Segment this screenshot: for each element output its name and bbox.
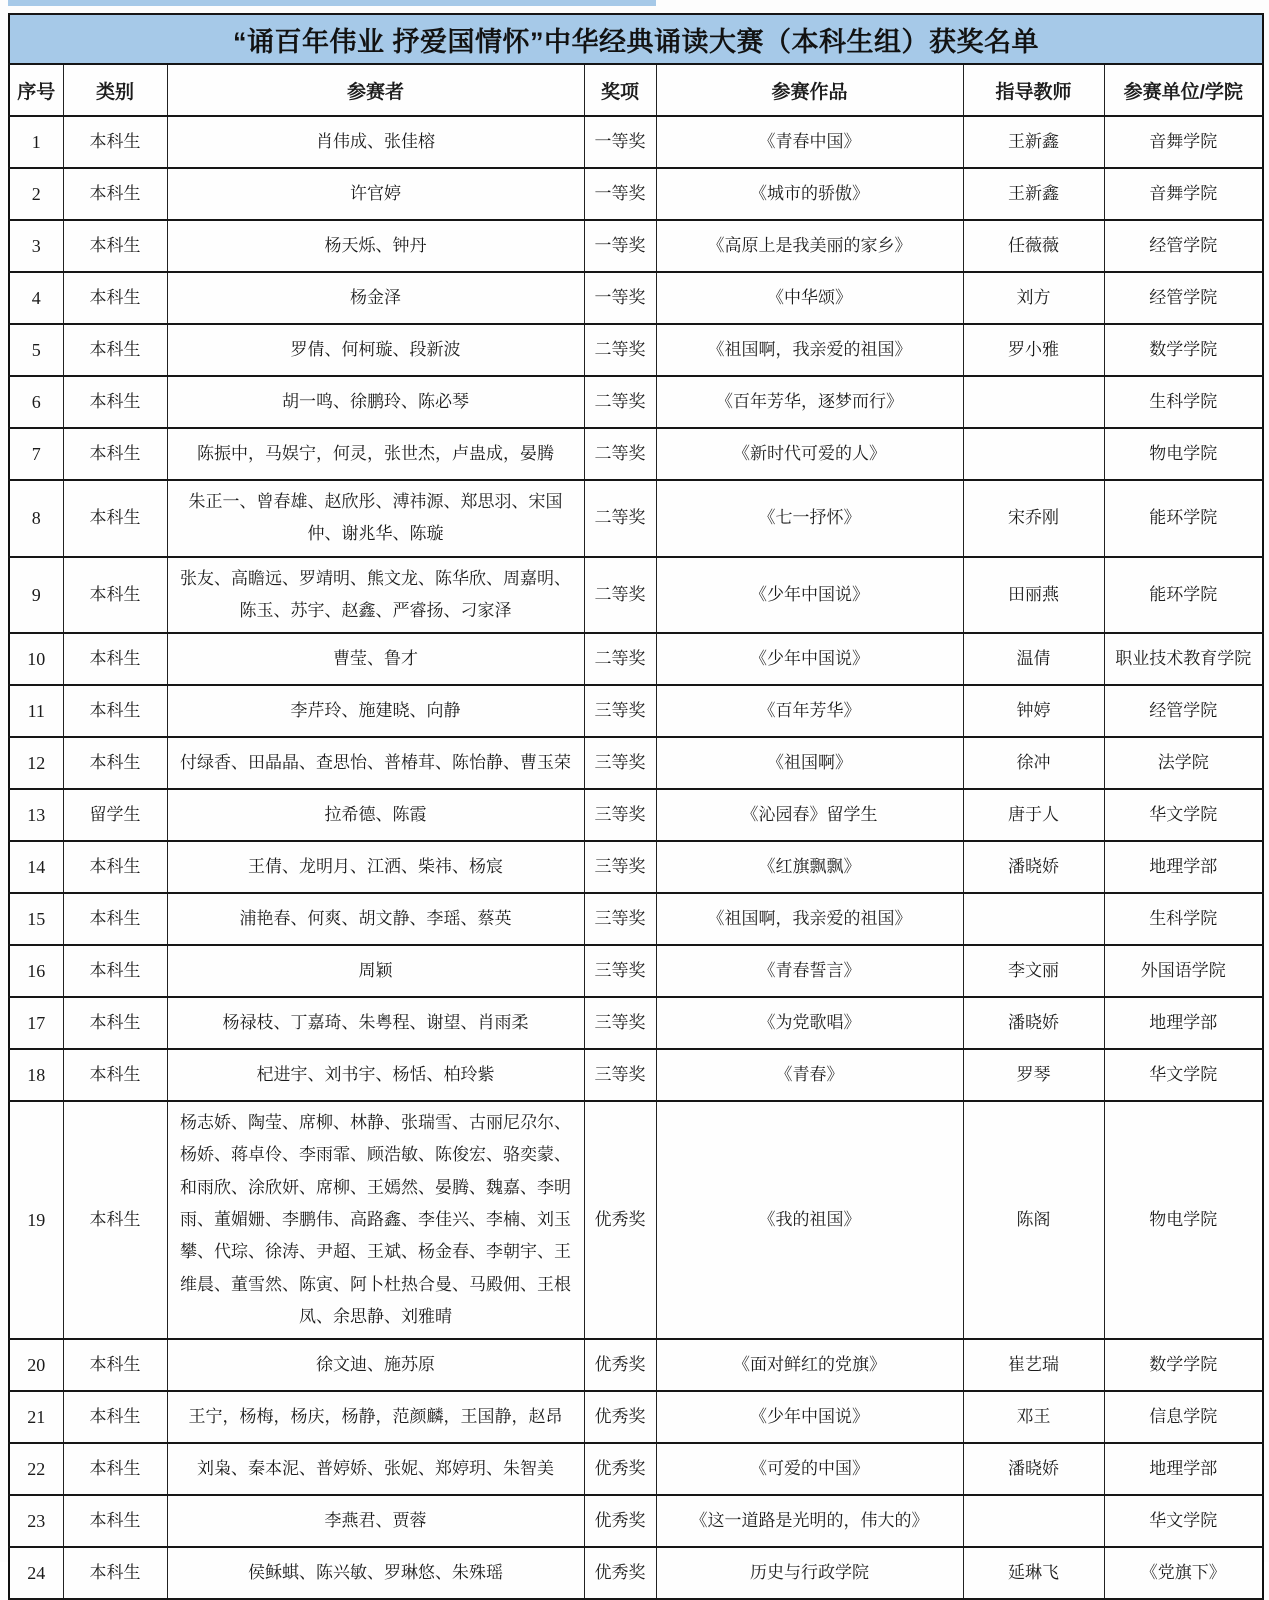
cell-advisor: 潘晓娇 [963, 841, 1104, 893]
cell-participants: 许官婷 [167, 168, 584, 220]
cell-category: 本科生 [63, 1443, 167, 1495]
cell-category: 本科生 [63, 1547, 167, 1599]
cell-no: 23 [9, 1495, 63, 1547]
header-advisor: 指导教师 [963, 64, 1104, 116]
cell-participants: 拉希德、陈霞 [167, 789, 584, 841]
cell-advisor: 罗琴 [963, 1049, 1104, 1101]
cell-work: 《少年中国说》 [656, 633, 963, 685]
cell-work: 《祖国啊》 [656, 737, 963, 789]
table-row [9, 1101, 1263, 1339]
cell-participants: 李芹玲、施建晓、向静 [167, 685, 584, 737]
cell-advisor: 李文丽 [963, 945, 1104, 997]
cell-category: 本科生 [63, 272, 167, 324]
cell-participants: 陈振中，马娱宁，何灵，张世杰，卢蛊成，晏腾 [167, 428, 584, 480]
cell-unit: 地理学部 [1104, 997, 1263, 1049]
cell-award: 三等奖 [584, 1049, 656, 1101]
cell-no: 4 [9, 272, 63, 324]
cell-category: 本科生 [63, 428, 167, 480]
title-row [9, 14, 1263, 64]
table-row [9, 789, 1263, 841]
cell-award: 优秀奖 [584, 1443, 656, 1495]
cell-award: 优秀奖 [584, 1495, 656, 1547]
cell-award: 三等奖 [584, 841, 656, 893]
cell-participants: 朱正一、曾春雄、赵欣彤、溥祎源、郑思羽、宋国仲、谢兆华、陈璇 [167, 480, 584, 557]
cell-advisor [963, 893, 1104, 945]
header-unit: 参赛单位/学院 [1104, 64, 1263, 116]
table-row [9, 841, 1263, 893]
cell-advisor: 陈阁 [963, 1101, 1104, 1339]
cell-no: 21 [9, 1391, 63, 1443]
cell-unit: 华文学院 [1104, 1049, 1263, 1101]
cell-work: 《沁园春》留学生 [656, 789, 963, 841]
cell-no: 5 [9, 324, 63, 376]
cell-unit: 物电学院 [1104, 428, 1263, 480]
cell-work: 《少年中国说》 [656, 1391, 963, 1443]
cell-unit: 华文学院 [1104, 1495, 1263, 1547]
cell-no: 2 [9, 168, 63, 220]
cell-no: 17 [9, 997, 63, 1049]
cell-award: 二等奖 [584, 376, 656, 428]
table-row [9, 633, 1263, 685]
cell-participants: 刘枭、秦本泥、普婷娇、张妮、郑婷玥、朱智美 [167, 1443, 584, 1495]
top-decoration-strip [8, 0, 656, 6]
cell-advisor [963, 1495, 1104, 1547]
cell-award: 三等奖 [584, 789, 656, 841]
cell-unit: 《党旗下》 [1104, 1547, 1263, 1599]
cell-advisor: 延琳飞 [963, 1547, 1104, 1599]
cell-advisor [963, 376, 1104, 428]
cell-unit: 经管学院 [1104, 685, 1263, 737]
cell-participants: 杨志娇、陶莹、席柳、林静、张瑞雪、古丽尼尕尔、杨娇、蒋卓伶、李雨霏、顾浩敏、陈俊宏、骆奕蒙、和雨欣、涂欣妍、席柳、王嫣然、晏腾、魏嘉、李明雨、董媚姗、李鹏伟、高路鑫、李佳兴、李楠、刘玉攀、代琮、徐涛、尹超、王斌、杨金春、李朝宇、王维晨、董雪然、陈寅、阿卜杜热合曼、马殿佣、王根凤、余思静、刘雅晴 [167, 1101, 584, 1339]
cell-category: 本科生 [63, 557, 167, 634]
cell-advisor: 宋乔刚 [963, 480, 1104, 557]
cell-award: 二等奖 [584, 633, 656, 685]
cell-award: 优秀奖 [584, 1339, 656, 1391]
cell-category: 本科生 [63, 1101, 167, 1339]
cell-no: 15 [9, 893, 63, 945]
cell-advisor: 唐于人 [963, 789, 1104, 841]
cell-category: 本科生 [63, 324, 167, 376]
cell-award: 三等奖 [584, 945, 656, 997]
table-row [9, 1049, 1263, 1101]
cell-award: 三等奖 [584, 685, 656, 737]
cell-no: 19 [9, 1101, 63, 1339]
cell-work: 《城市的骄傲》 [656, 168, 963, 220]
cell-work: 《这一道路是光明的，伟大的》 [656, 1495, 963, 1547]
cell-participants: 杨禄枝、丁嘉琦、朱粤程、谢望、肖雨柔 [167, 997, 584, 1049]
cell-unit: 能环学院 [1104, 480, 1263, 557]
table-row [9, 1443, 1263, 1495]
cell-category: 留学生 [63, 789, 167, 841]
table-row [9, 480, 1263, 557]
cell-unit: 职业技术教育学院 [1104, 633, 1263, 685]
cell-award: 三等奖 [584, 737, 656, 789]
cell-no: 13 [9, 789, 63, 841]
header-work: 参赛作品 [656, 64, 963, 116]
table-row [9, 893, 1263, 945]
cell-participants: 付绿香、田晶晶、查思怡、普椿茸、陈怡静、曹玉荣 [167, 737, 584, 789]
cell-work: 《少年中国说》 [656, 557, 963, 634]
cell-advisor: 温倩 [963, 633, 1104, 685]
cell-advisor: 刘方 [963, 272, 1104, 324]
cell-no: 24 [9, 1547, 63, 1599]
cell-no: 1 [9, 116, 63, 168]
cell-category: 本科生 [63, 116, 167, 168]
cell-participants: 杞进宇、刘书宇、杨恬、柏玲紫 [167, 1049, 584, 1101]
award-table [8, 13, 1264, 1600]
cell-advisor: 崔艺瑞 [963, 1339, 1104, 1391]
cell-work: 《青春中国》 [656, 116, 963, 168]
cell-unit: 经管学院 [1104, 272, 1263, 324]
cell-no: 11 [9, 685, 63, 737]
cell-award: 优秀奖 [584, 1547, 656, 1599]
cell-work: 《我的祖国》 [656, 1101, 963, 1339]
cell-advisor [963, 428, 1104, 480]
table-row [9, 1391, 1263, 1443]
table-row [9, 376, 1263, 428]
cell-award: 三等奖 [584, 893, 656, 945]
cell-participants: 王宁，杨梅，杨庆，杨静，范颜麟，王国静，赵昂 [167, 1391, 584, 1443]
cell-advisor: 潘晓娇 [963, 1443, 1104, 1495]
cell-participants: 胡一鸣、徐鹏玲、陈必琴 [167, 376, 584, 428]
cell-no: 3 [9, 220, 63, 272]
cell-work: 《青春誓言》 [656, 945, 963, 997]
cell-no: 20 [9, 1339, 63, 1391]
cell-participants: 张友、高瞻远、罗靖明、熊文龙、陈华欣、周嘉明、陈玉、苏宇、赵鑫、严睿扬、刁家泽 [167, 557, 584, 634]
cell-unit: 音舞学院 [1104, 168, 1263, 220]
cell-participants: 王倩、龙明月、江洒、柴祎、杨宸 [167, 841, 584, 893]
cell-no: 18 [9, 1049, 63, 1101]
table-row [9, 116, 1263, 168]
cell-no: 8 [9, 480, 63, 557]
cell-participants: 肖伟成、张佳榕 [167, 116, 584, 168]
cell-no: 10 [9, 633, 63, 685]
table-row [9, 557, 1263, 634]
cell-advisor: 邓王 [963, 1391, 1104, 1443]
cell-category: 本科生 [63, 737, 167, 789]
cell-advisor: 任薇薇 [963, 220, 1104, 272]
header-no: 序号 [9, 64, 63, 116]
cell-unit: 外国语学院 [1104, 945, 1263, 997]
cell-category: 本科生 [63, 893, 167, 945]
cell-no: 16 [9, 945, 63, 997]
table-row [9, 1547, 1263, 1599]
cell-advisor: 王新鑫 [963, 168, 1104, 220]
table-row [9, 997, 1263, 1049]
cell-unit: 能环学院 [1104, 557, 1263, 634]
table-row [9, 272, 1263, 324]
table-row [9, 428, 1263, 480]
cell-advisor: 潘晓娇 [963, 997, 1104, 1049]
cell-unit: 地理学部 [1104, 1443, 1263, 1495]
cell-category: 本科生 [63, 1391, 167, 1443]
cell-category: 本科生 [63, 685, 167, 737]
cell-unit: 地理学部 [1104, 841, 1263, 893]
cell-unit: 音舞学院 [1104, 116, 1263, 168]
cell-category: 本科生 [63, 633, 167, 685]
table-title: “诵百年伟业 抒爱国情怀”中华经典诵读大赛（本科生组）获奖名单 [9, 14, 1263, 64]
cell-work: 《百年芳华》 [656, 685, 963, 737]
cell-award: 优秀奖 [584, 1391, 656, 1443]
cell-advisor: 王新鑫 [963, 116, 1104, 168]
cell-work: 《红旗飘飘》 [656, 841, 963, 893]
cell-unit: 数学学院 [1104, 324, 1263, 376]
cell-no: 22 [9, 1443, 63, 1495]
cell-no: 12 [9, 737, 63, 789]
cell-category: 本科生 [63, 997, 167, 1049]
cell-work: 《新时代可爱的人》 [656, 428, 963, 480]
cell-advisor: 钟婷 [963, 685, 1104, 737]
cell-participants: 李燕君、贾蓉 [167, 1495, 584, 1547]
cell-work: 历史与行政学院 [656, 1547, 963, 1599]
header-participants: 参赛者 [167, 64, 584, 116]
cell-work: 《高原上是我美丽的家乡》 [656, 220, 963, 272]
cell-unit: 信息学院 [1104, 1391, 1263, 1443]
table-row [9, 220, 1263, 272]
cell-advisor: 徐冲 [963, 737, 1104, 789]
cell-work: 《祖国啊，我亲爱的祖国》 [656, 324, 963, 376]
cell-participants: 杨金泽 [167, 272, 584, 324]
cell-award: 二等奖 [584, 324, 656, 376]
cell-award: 三等奖 [584, 997, 656, 1049]
cell-work: 《七一抒怀》 [656, 480, 963, 557]
table-row [9, 1339, 1263, 1391]
cell-category: 本科生 [63, 1495, 167, 1547]
cell-award: 一等奖 [584, 220, 656, 272]
cell-unit: 数学学院 [1104, 1339, 1263, 1391]
cell-category: 本科生 [63, 1339, 167, 1391]
table-row [9, 945, 1263, 997]
cell-category: 本科生 [63, 480, 167, 557]
cell-advisor: 田丽燕 [963, 557, 1104, 634]
table-body [9, 116, 1263, 1599]
table-row [9, 1495, 1263, 1547]
cell-work: 《中华颂》 [656, 272, 963, 324]
cell-unit: 物电学院 [1104, 1101, 1263, 1339]
cell-award: 优秀奖 [584, 1101, 656, 1339]
cell-category: 本科生 [63, 1049, 167, 1101]
table-row [9, 324, 1263, 376]
cell-category: 本科生 [63, 841, 167, 893]
table-row [9, 168, 1263, 220]
table-row [9, 737, 1263, 789]
cell-award: 二等奖 [584, 428, 656, 480]
header-award: 奖项 [584, 64, 656, 116]
cell-participants: 周颖 [167, 945, 584, 997]
cell-unit: 生科学院 [1104, 893, 1263, 945]
cell-work: 《可爱的中国》 [656, 1443, 963, 1495]
cell-participants: 浦艳春、何爽、胡文静、李瑶、蔡英 [167, 893, 584, 945]
cell-award: 一等奖 [584, 168, 656, 220]
cell-participants: 罗倩、何柯璇、段新波 [167, 324, 584, 376]
cell-award: 一等奖 [584, 116, 656, 168]
cell-advisor: 罗小雅 [963, 324, 1104, 376]
cell-award: 二等奖 [584, 557, 656, 634]
cell-participants: 徐文迪、施苏原 [167, 1339, 584, 1391]
cell-work: 《为党歌唱》 [656, 997, 963, 1049]
cell-unit: 法学院 [1104, 737, 1263, 789]
header-row [9, 64, 1263, 116]
cell-participants: 侯稣蜞、陈兴敏、罗琳悠、朱殊瑶 [167, 1547, 584, 1599]
cell-category: 本科生 [63, 945, 167, 997]
cell-participants: 杨天烁、钟丹 [167, 220, 584, 272]
cell-work: 《面对鲜红的党旗》 [656, 1339, 963, 1391]
cell-category: 本科生 [63, 220, 167, 272]
cell-no: 9 [9, 557, 63, 634]
cell-category: 本科生 [63, 168, 167, 220]
cell-no: 7 [9, 428, 63, 480]
cell-work: 《祖国啊，我亲爱的祖国》 [656, 893, 963, 945]
cell-unit: 华文学院 [1104, 789, 1263, 841]
cell-work: 《百年芳华，逐梦而行》 [656, 376, 963, 428]
cell-no: 14 [9, 841, 63, 893]
cell-participants: 曹莹、鲁才 [167, 633, 584, 685]
header-category: 类别 [63, 64, 167, 116]
cell-no: 6 [9, 376, 63, 428]
cell-category: 本科生 [63, 376, 167, 428]
cell-award: 二等奖 [584, 480, 656, 557]
cell-unit: 生科学院 [1104, 376, 1263, 428]
cell-award: 一等奖 [584, 272, 656, 324]
table-row [9, 685, 1263, 737]
cell-unit: 经管学院 [1104, 220, 1263, 272]
cell-work: 《青春》 [656, 1049, 963, 1101]
